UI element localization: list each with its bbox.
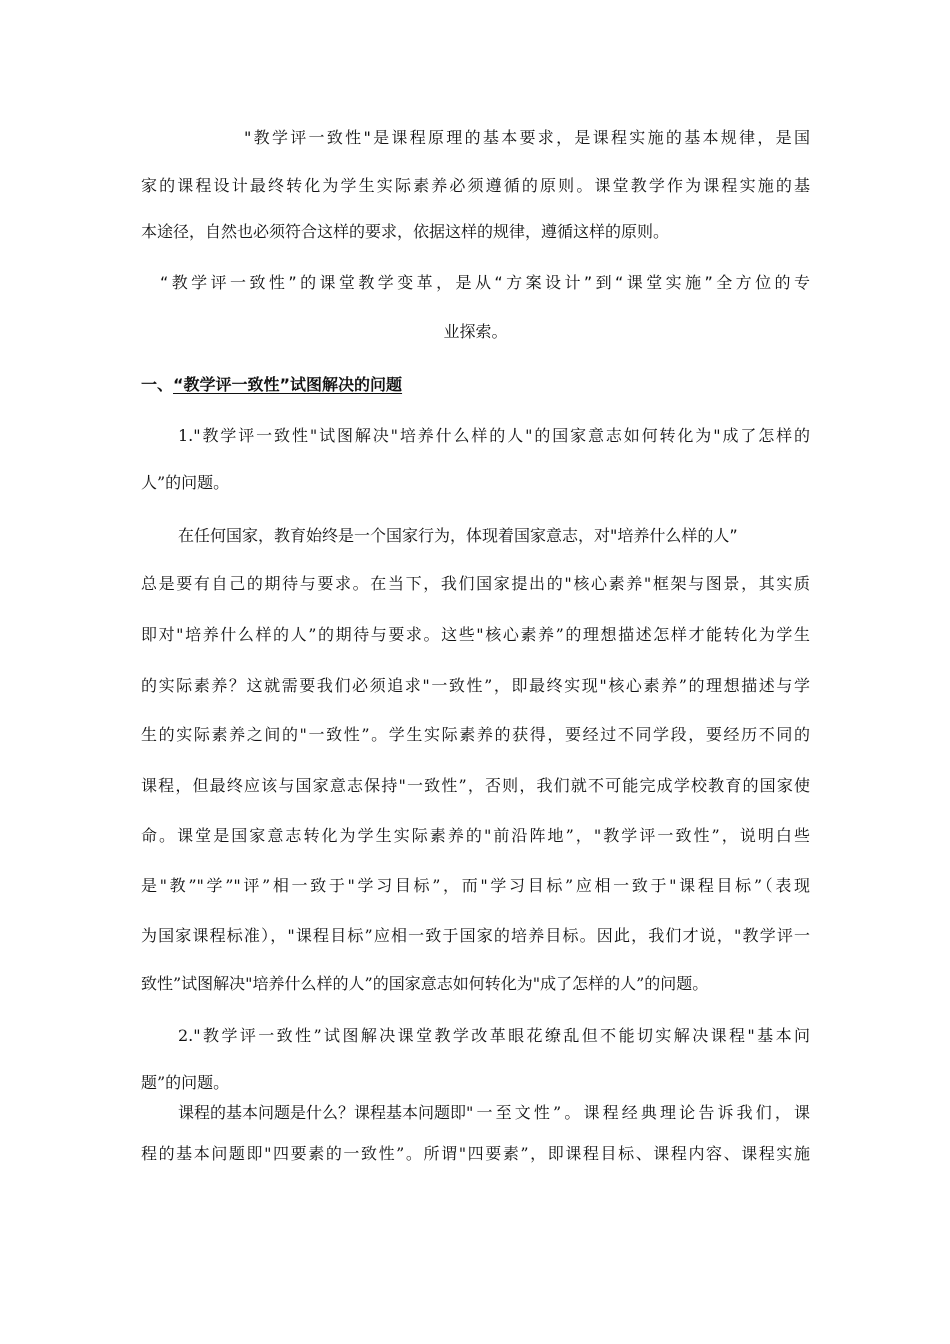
item-lead-line <box>178 1103 810 1123</box>
body-line: 命。课堂是国家意志转化为学生实际素养的"前沿阵地”，"教学评一致性”，说明白些 <box>141 826 810 845</box>
section-heading <box>141 375 810 395</box>
body-line: 致性”试图解决"培养什么样的人”的国家意志如何转化为"成了怎样的人”的问题。 <box>141 974 709 993</box>
body-line: 是"教”"学”"评”相一致于"学习目标”，而"学习目标”应相一致于"课程目标”（表现 <box>141 876 810 895</box>
body-line: 课程，但最终应该与国家意志保持"一致性”，否则，我们就不可能完成学校教育的国家使 <box>141 776 810 795</box>
body-line: 总是要有自己的期待与要求。在当下，我们国家提出的"核心素养"框架与图景，其实质 <box>141 574 810 593</box>
item-heading-line: 1."教学评一致性"试图解决"培养什么样的人"的国家意志如何转化为"成了怎样的 <box>178 426 810 445</box>
item-lead-rest: "一至文性”。课程经典理论告诉我们，课 <box>466 1103 810 1122</box>
intro-summary-line: 业探索。 <box>443 322 508 341</box>
item-heading-line: 2."教学评一致性”试图解决课堂教学改革眼花缭乱但不能切实解决课程"基本问 <box>178 1026 810 1045</box>
intro-paragraph-line: "教学评一致性"是课程原理的基本要求，是课程实施的基本规律，是国 <box>244 128 810 147</box>
body-line: 为国家课程标准），"课程目标”应相一致于国家的培养目标。因此，我们才说，"教学评一 <box>141 926 810 945</box>
body-line: 即对"培养什么样的人”的期待与要求。这些"核心素养”的理想描述怎样才能转化为学生 <box>141 625 810 644</box>
intro-summary-line: “教学评一致性”的课堂教学变革，是从“方案设计”到“课堂实施”全方位的专 <box>160 273 810 292</box>
body-line: 生的实际素养之间的"一致性”。学生实际素养的获得，要经过不同学段，要经历不同的 <box>141 725 810 744</box>
item-lead-line: 在任何国家，教育始终是一个国家行为，体现着国家意志，对"培养什么样的人” <box>178 526 738 545</box>
intro-paragraph-line: 家的课程设计最终转化为学生实际素养必须遵循的原则。课堂教学作为课程实施的基 <box>141 176 810 195</box>
item-lead-bold: 课程的基本问题是什么？课程基本问题即 <box>178 1103 467 1122</box>
section-title: “教学评一致性”试图解决的问题 <box>173 375 403 394</box>
item-heading-line: 题”的问题。 <box>141 1073 230 1092</box>
section-number: 一、 <box>141 375 174 394</box>
item-heading-line: 人”的问题。 <box>141 473 230 492</box>
body-line: 的实际素养？这就需要我们必须追求"一致性”，即最终实现"核心素养”的理想描述与学 <box>141 676 810 695</box>
body-line: 程的基本问题即"四要素的一致性”。所谓"四要素”，即课程目标、课程内容、课程实施 <box>141 1144 810 1163</box>
intro-paragraph-line: 本途径，自然也必须符合这样的要求，依据这样的规律，遵循这样的原则。 <box>141 222 670 241</box>
